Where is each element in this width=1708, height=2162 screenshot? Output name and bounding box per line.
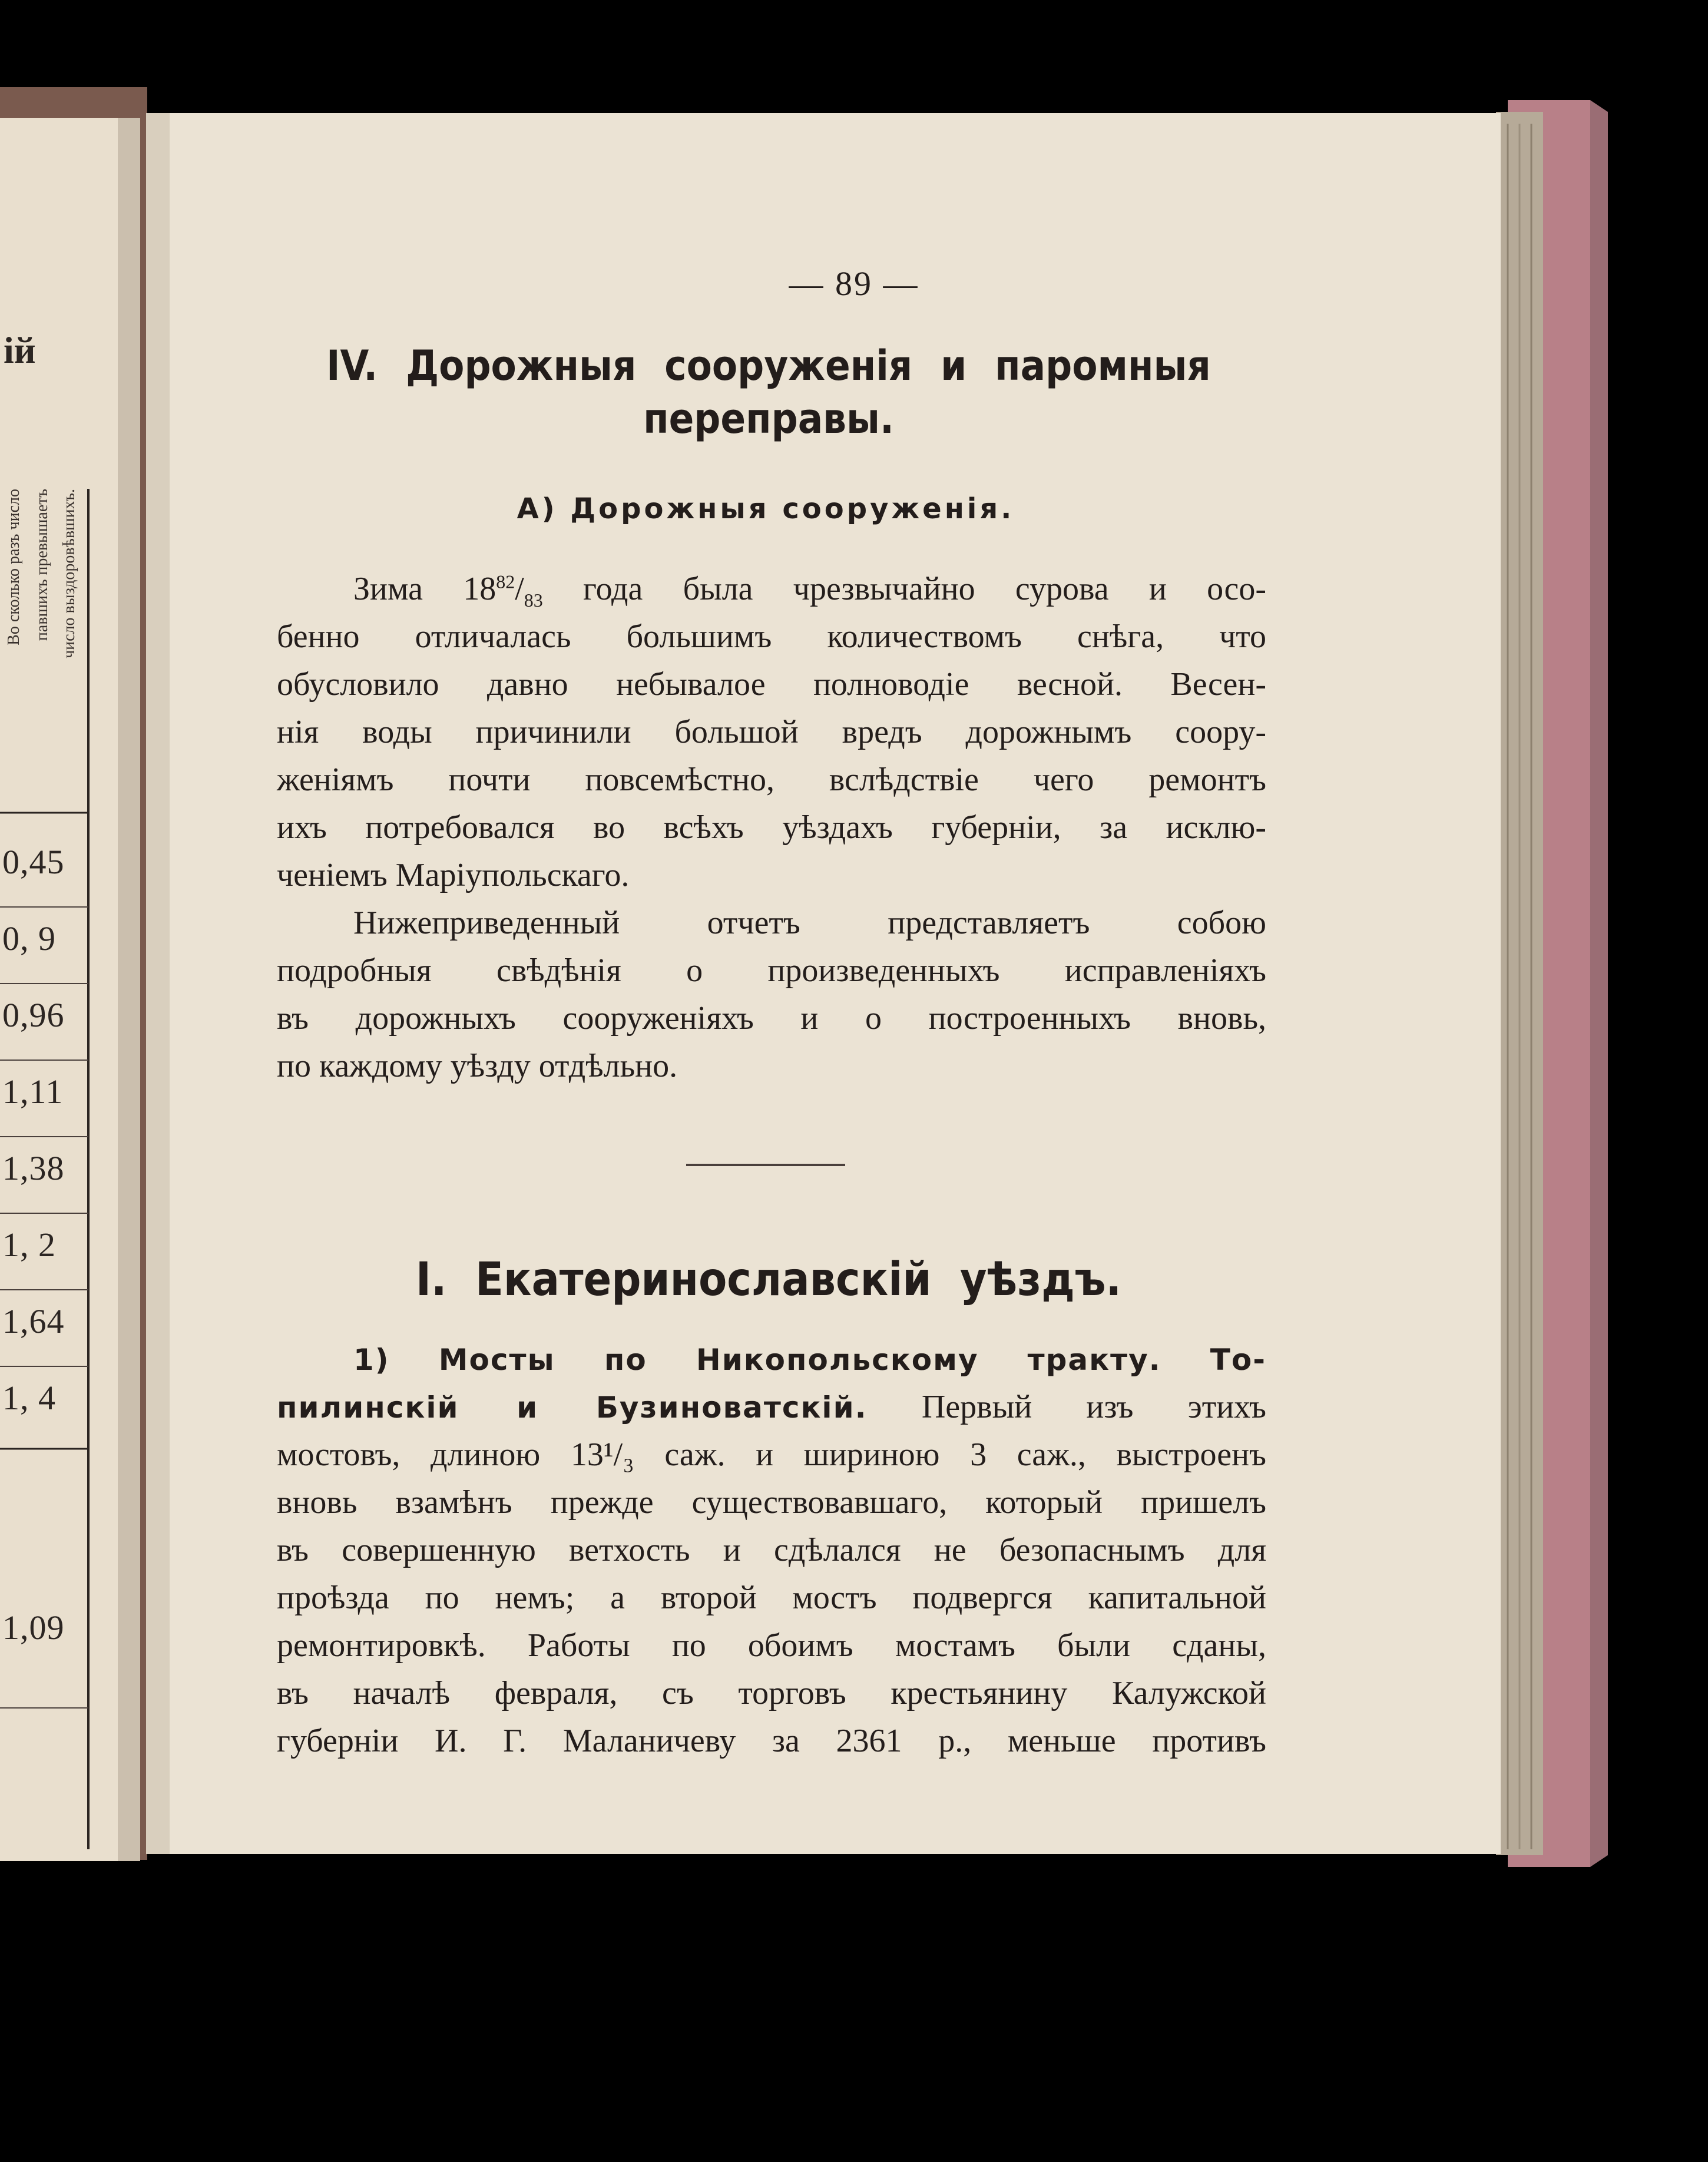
paragraph-line: женіямъ почти повсемѣстно, вслѣдствіе чего ремонтъ: [277, 761, 1266, 798]
paragraph-bridges: [277, 1336, 1266, 1765]
section-divider: [686, 1164, 845, 1166]
left-page-heading-fragment: ій: [4, 329, 36, 371]
paragraph-line: въ совершенную ветхость и сдѣлался не безопаснымъ для: [277, 1532, 1266, 1568]
left-value: 1,64: [2, 1302, 65, 1340]
left-column-header-2: павшихъ превышаетъ: [33, 489, 51, 641]
paragraph-line: въ началѣ февраля, съ торговъ крестьянину Калужской: [277, 1675, 1266, 1711]
paragraph-line: ченіемъ Маріупольскаго.: [277, 857, 630, 893]
paragraph-line: проѣзда по немъ; а второй мостъ подвергся капитальной: [277, 1580, 1266, 1616]
text-run: саж. и шириною 3 саж., выстроенъ: [634, 1436, 1266, 1473]
left-value: 1,09: [2, 1608, 65, 1647]
paragraph-line: по каждому уѣзду отдѣльно.: [277, 1048, 678, 1084]
left-value: 0,96: [2, 996, 65, 1034]
left-value: 1, 4: [2, 1379, 56, 1417]
paragraph-line: ремонтировкѣ. Работы по обоимъ мостамъ были сданы,: [277, 1627, 1266, 1664]
paragraph-line: вновь взамѣнъ прежде существовавшаго, который пришелъ: [277, 1484, 1266, 1521]
left-value: 1, 2: [2, 1226, 56, 1264]
text-run: Первый изъ этихъ: [867, 1389, 1266, 1425]
fraction: ¹/₃: [603, 1436, 634, 1473]
text-run: года была чрезвычайно сурова и осо-: [542, 571, 1266, 607]
left-column-header-3: число выздоровѣвшихъ.: [60, 489, 78, 658]
section-heading: [259, 339, 1278, 445]
paragraph-line: подробныя свѣдѣнія о произведенныхъ исправленіяхъ: [277, 952, 1266, 989]
text-run: Зима 18: [353, 571, 496, 607]
paragraph-line: обусловило давно небывалое полноводіе весной. Весен-: [277, 666, 1266, 703]
paragraph-line: [277, 1336, 1266, 1383]
subsection-heading: А) Дорожныя сооруженія.: [517, 492, 1015, 525]
left-value: 1,11: [2, 1072, 64, 1111]
paragraph-line: [277, 1431, 1266, 1479]
district-heading: I. Екатеринославскій уѣздъ.: [415, 1253, 1122, 1306]
left-value: 0, 9: [2, 919, 56, 958]
paragraph-line: нія воды причинили большой вредъ дорожнымъ соору-: [277, 714, 1266, 750]
section-heading-line2: переправы.: [643, 395, 894, 443]
left-column-header-1: Во сколько разъ число: [5, 489, 23, 645]
fraction-denominator: 83: [524, 590, 543, 611]
fraction-slash: /: [515, 571, 524, 607]
fraction-numerator: 82: [496, 571, 515, 592]
paragraph-report-intro: [277, 899, 1266, 1090]
paragraph-line: [277, 565, 1266, 613]
text-run: мостовъ, длиною 13: [277, 1436, 604, 1473]
paragraph-line: ихъ потребовался во всѣхъ уѣздахъ губерніи, за исклю-: [277, 809, 1266, 846]
section-heading-line1: IV. Дорожныя сооруженія и паромныя: [326, 342, 1211, 390]
paragraph-line: [277, 1383, 1266, 1431]
paragraph-line: бенно отличалась большимъ количествомъ снѣга, что: [277, 618, 1266, 655]
paragraph-line: въ дорожныхъ сооруженіяхъ и о построенныхъ вновь,: [277, 1000, 1266, 1037]
paragraph-winter: [277, 565, 1266, 899]
bridge-title: 1) Мосты по Никопольскому тракту. То-: [353, 1343, 1266, 1377]
left-value: 1,38: [2, 1149, 65, 1187]
bridge-title: пилинскій и Бузиноватскій.: [277, 1390, 868, 1425]
paragraph-line: губерніи И. Г. Маланичеву за 2361 р., меньше противъ: [277, 1723, 1266, 1759]
left-value: 0,45: [2, 843, 65, 881]
paragraph-line: Нижеприведенный отчетъ представляетъ собою: [353, 905, 1266, 941]
page-number: — 89 —: [789, 264, 919, 303]
